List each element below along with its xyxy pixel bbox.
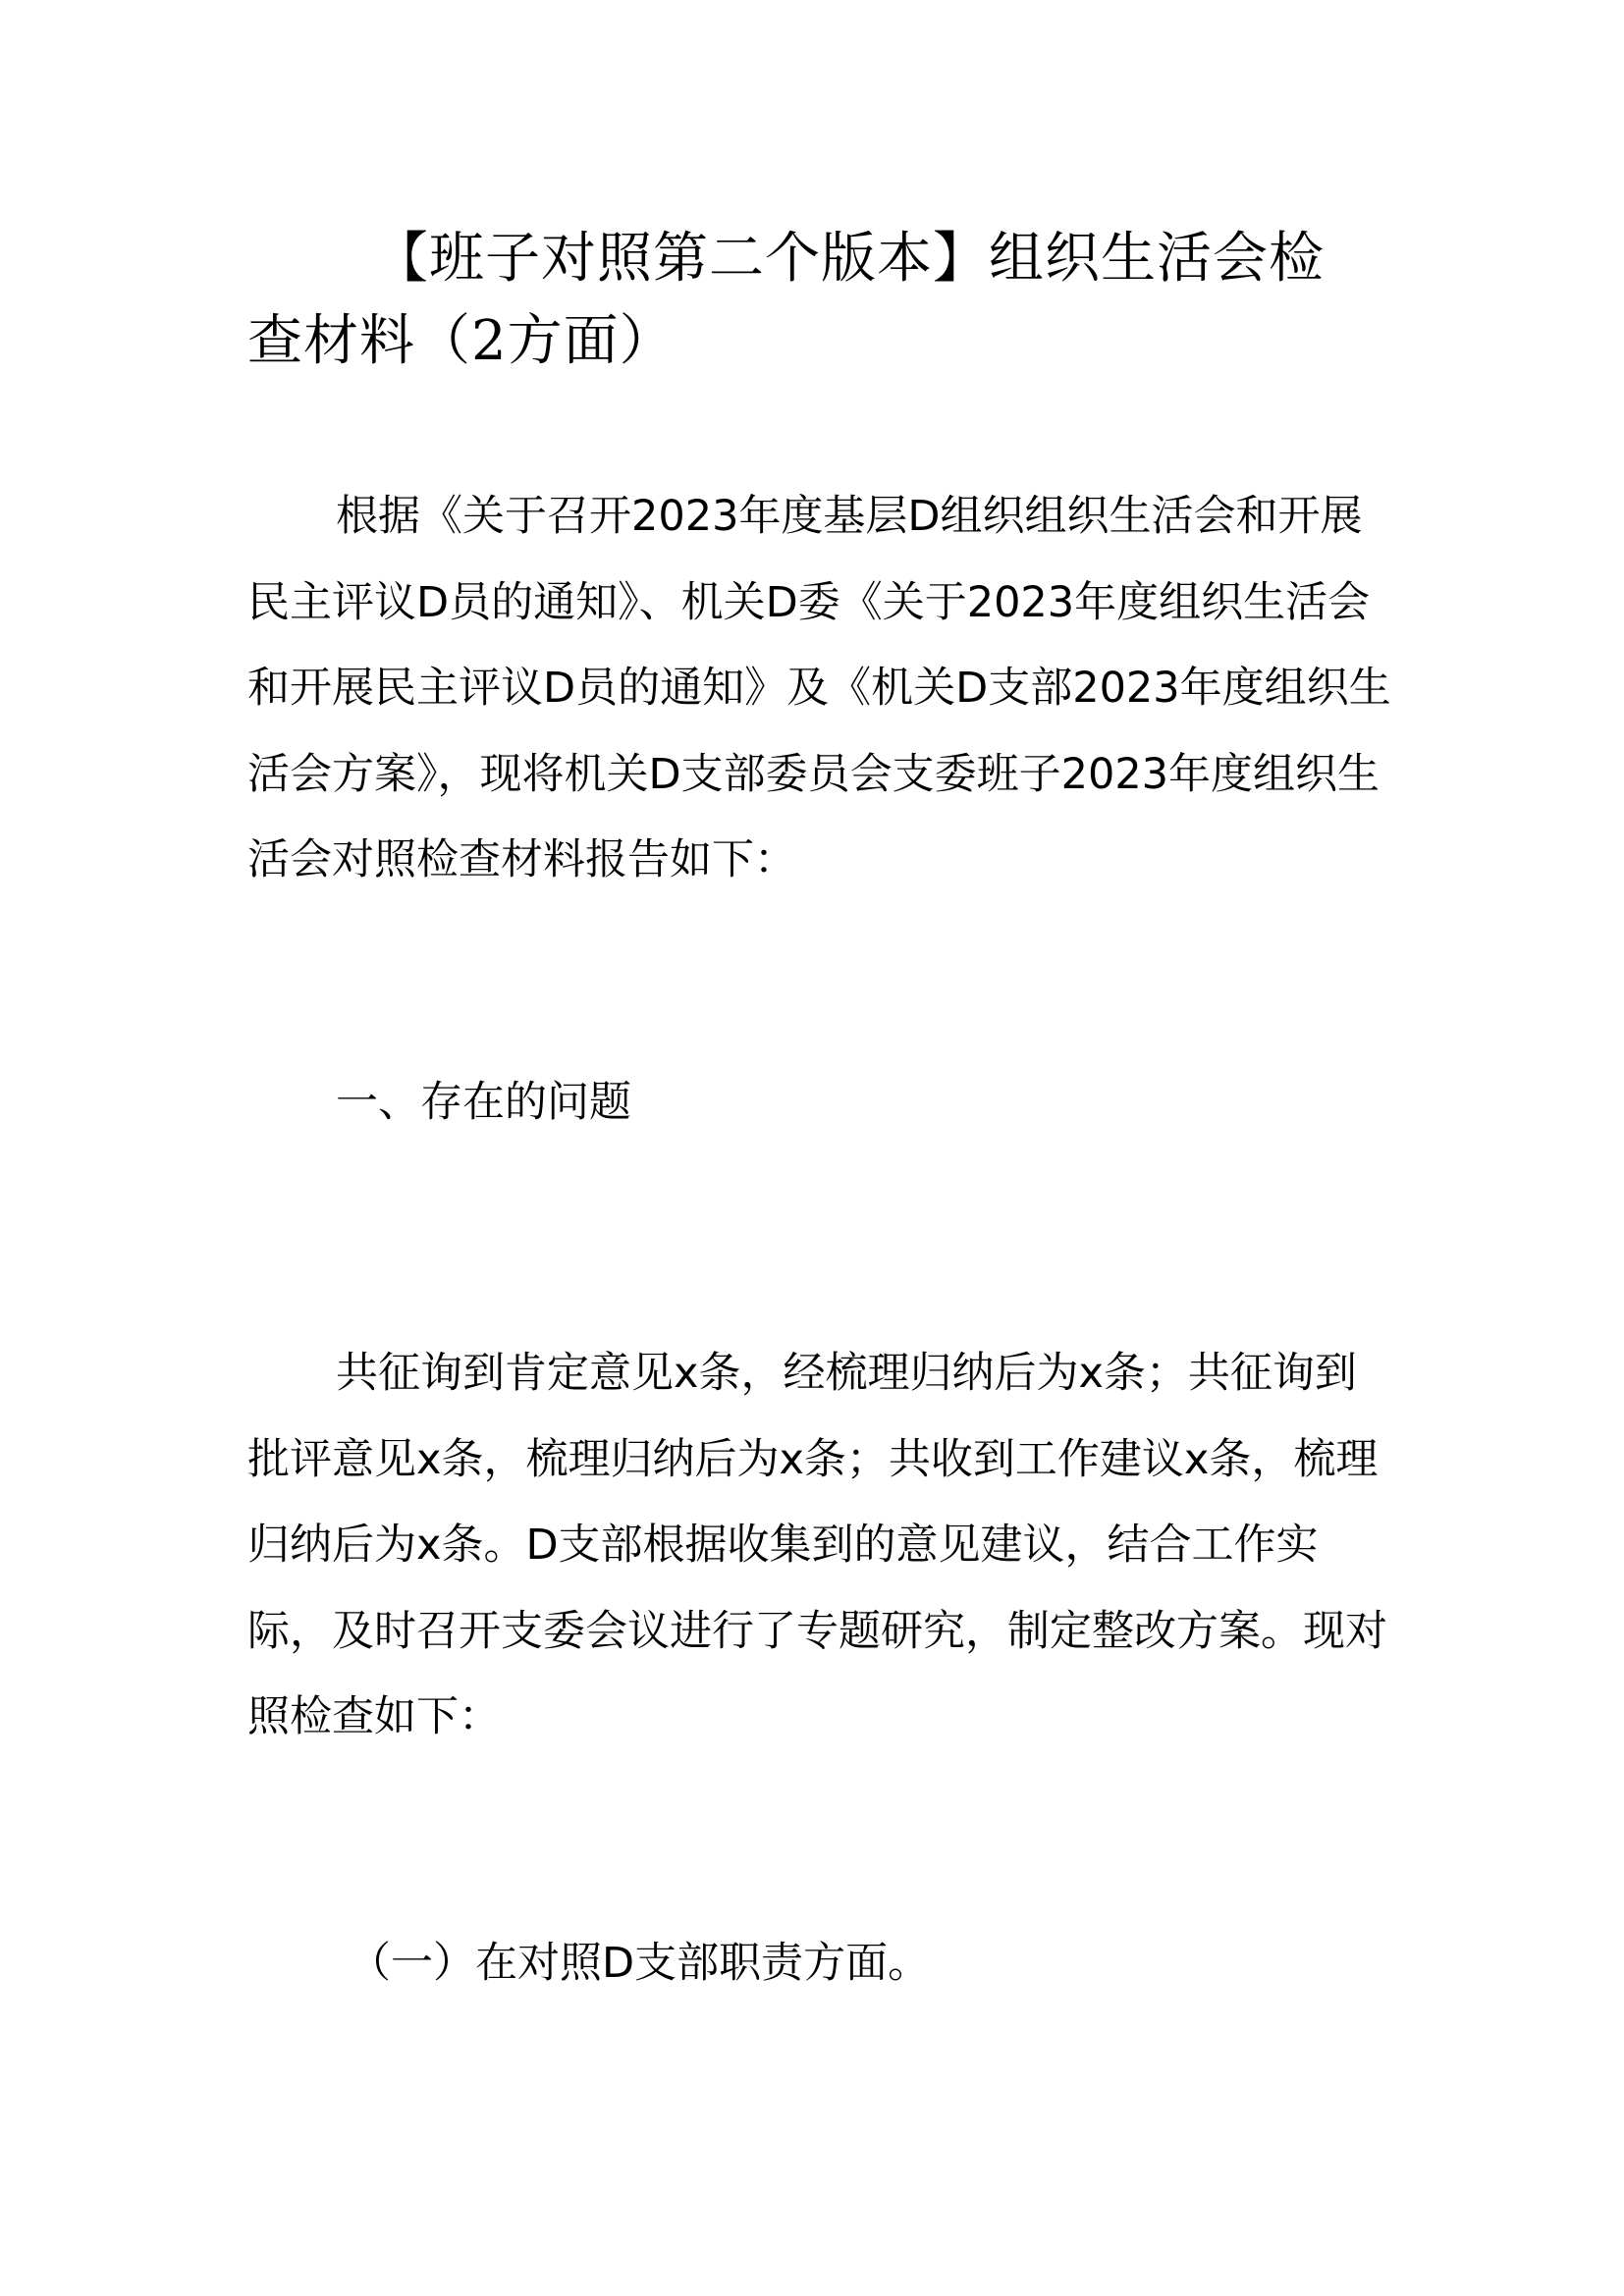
section-heading-problems: 一、存在的问题 (336, 1078, 631, 1127)
document-title: 【班子对照第二个版本】组织生活会检查材料（2方面） (247, 227, 1325, 373)
subsection-heading-duties: （一）在对照D支部职责方面。 (349, 1939, 931, 1988)
intro-paragraph: 根据《关于召开2023年度基层D组织组织生活会和开展民主评议D员的通知》、机关D委《关于2023年度组织生活会和开展民主评议D员的通知》及《机关D支部2023年度组织生活会方案》，现将机关D支部委员会支委班子2023年度组织生活会对照检查材料报告如下： (247, 492, 1391, 884)
section-paragraph-opinions: 共征询到肯定意见x条，经梳理归纳后为x条；共征询到批评意见x条，梳理归纳后为x条；共收到工作建议x条，梳理归纳后为x条。D支部根据收集到的意见建议，结合工作实际，及时召开支委会议进行了专题研究，制定整改方案。现对照检查如下： (247, 1349, 1387, 1741)
